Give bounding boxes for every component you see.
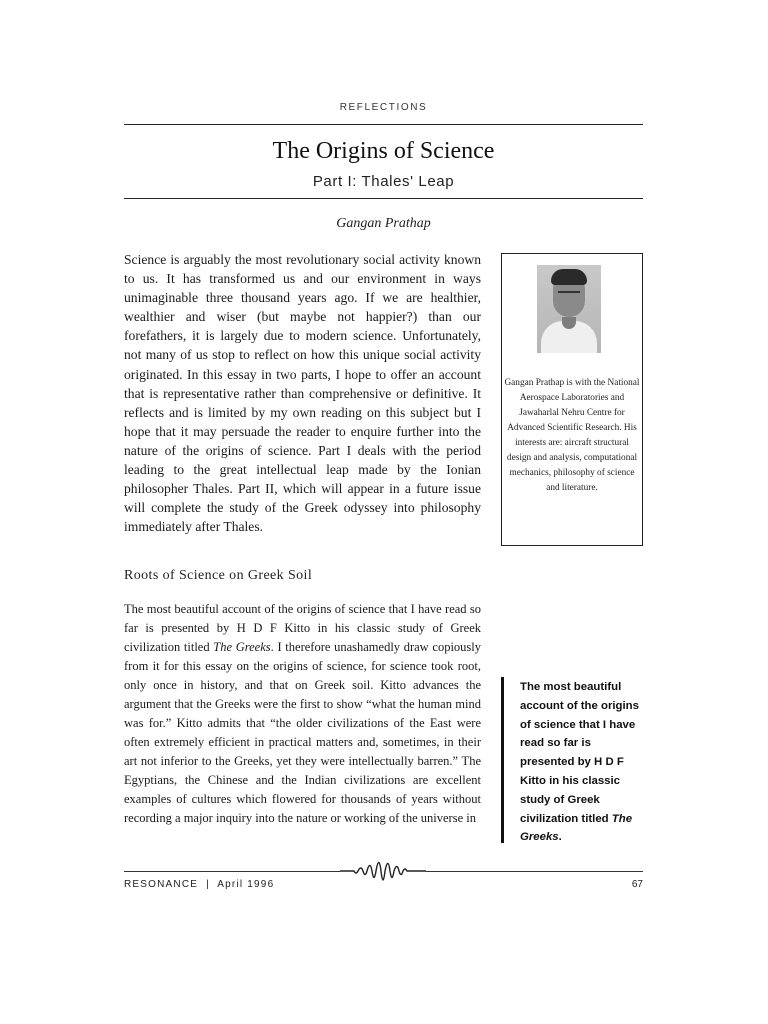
book-title: The Greeks: [213, 640, 271, 654]
body-paragraph: [124, 600, 481, 828]
section-label: REFLECTIONS: [339, 102, 428, 113]
body-text-part-2: . I therefore unashamedly draw copiously from it for this essay on the origins of science, for science took root, only once in history, and that on Greek soil. Kitto advances the argument that the Greeks were the first to show “what the human mind was for.” Kitto admits that “the older civilizations of the East were often extremely efficient in practical matters and, sometimes, in their art not inferior to the Greeks, yet they were intellectually barren.” The Egyptians, the Chinese and the Indian civilizations are excellent examples of cultures which flowered for thousands of years without recording a major inquiry into the nature or working of the universe in: [124, 640, 481, 825]
author-name: Gangan Prathap: [336, 216, 431, 231]
section-heading: Roots of Science on Greek Soil: [124, 568, 313, 583]
pullquote-text-part-2: .: [558, 831, 562, 844]
subtitle-rule: [124, 198, 643, 199]
header-rule: [124, 124, 643, 125]
pullquote-bar: [501, 677, 504, 843]
body-text-part-1: The most beautiful account of the origins of science that I have read so far is presented by H D F Kitto in his classic study of Greek civilization titled: [124, 602, 481, 654]
journal-footer: RESONANCE | April 1996: [124, 879, 275, 890]
article-title: The Origins of Science: [272, 138, 495, 164]
author-bio-box: [501, 253, 643, 546]
author-bio-text: Gangan Prathap is with the National Aerospace Laboratories and Jawaharlal Nehru Centre for Advanced Scientific Research. His interests are: aircraft structural design and analysis, computational mechanics, philosophy of science and literature.: [504, 378, 640, 493]
author-photo: [537, 265, 601, 353]
waveform-logo-icon: [340, 852, 426, 892]
pullquote: [520, 678, 640, 847]
article-subtitle: Part I: Thales' Leap: [312, 173, 455, 190]
pullquote-book-title: The Greeks: [520, 812, 633, 844]
intro-paragraph: Science is arguably the most revolutionary social activity known to us. It has transformed us and our environment in ways unimaginable three thousand years ago. If we are healthier, wealthier and wiser (but maybe not happier?) than our forefathers, it is largely due to modern science. Unfortunately, not many of us stop to reflect on how this unique social activity originated. In this essay in two parts, I hope to offer an account that is representative rather than comprehensive or definitive. It reflects and is limited by my own reading on this subject but I hope that it may persuade the reader to enquire further into the nature of the origins of science. Part I deals with the period leading to the great intellectual leap made by the Ionian philosopher Thales. Part II, which will appear in a future issue will complete the study of the Greek odyssey into philosophy immediately after Thales.: [124, 252, 481, 535]
pullquote-text-part-1: The most beautiful account of the origins of science that I have read so far is presented by H D F Kitto in his classic study of Greek civilization titled: [520, 681, 639, 825]
page-number: 67: [631, 879, 643, 890]
